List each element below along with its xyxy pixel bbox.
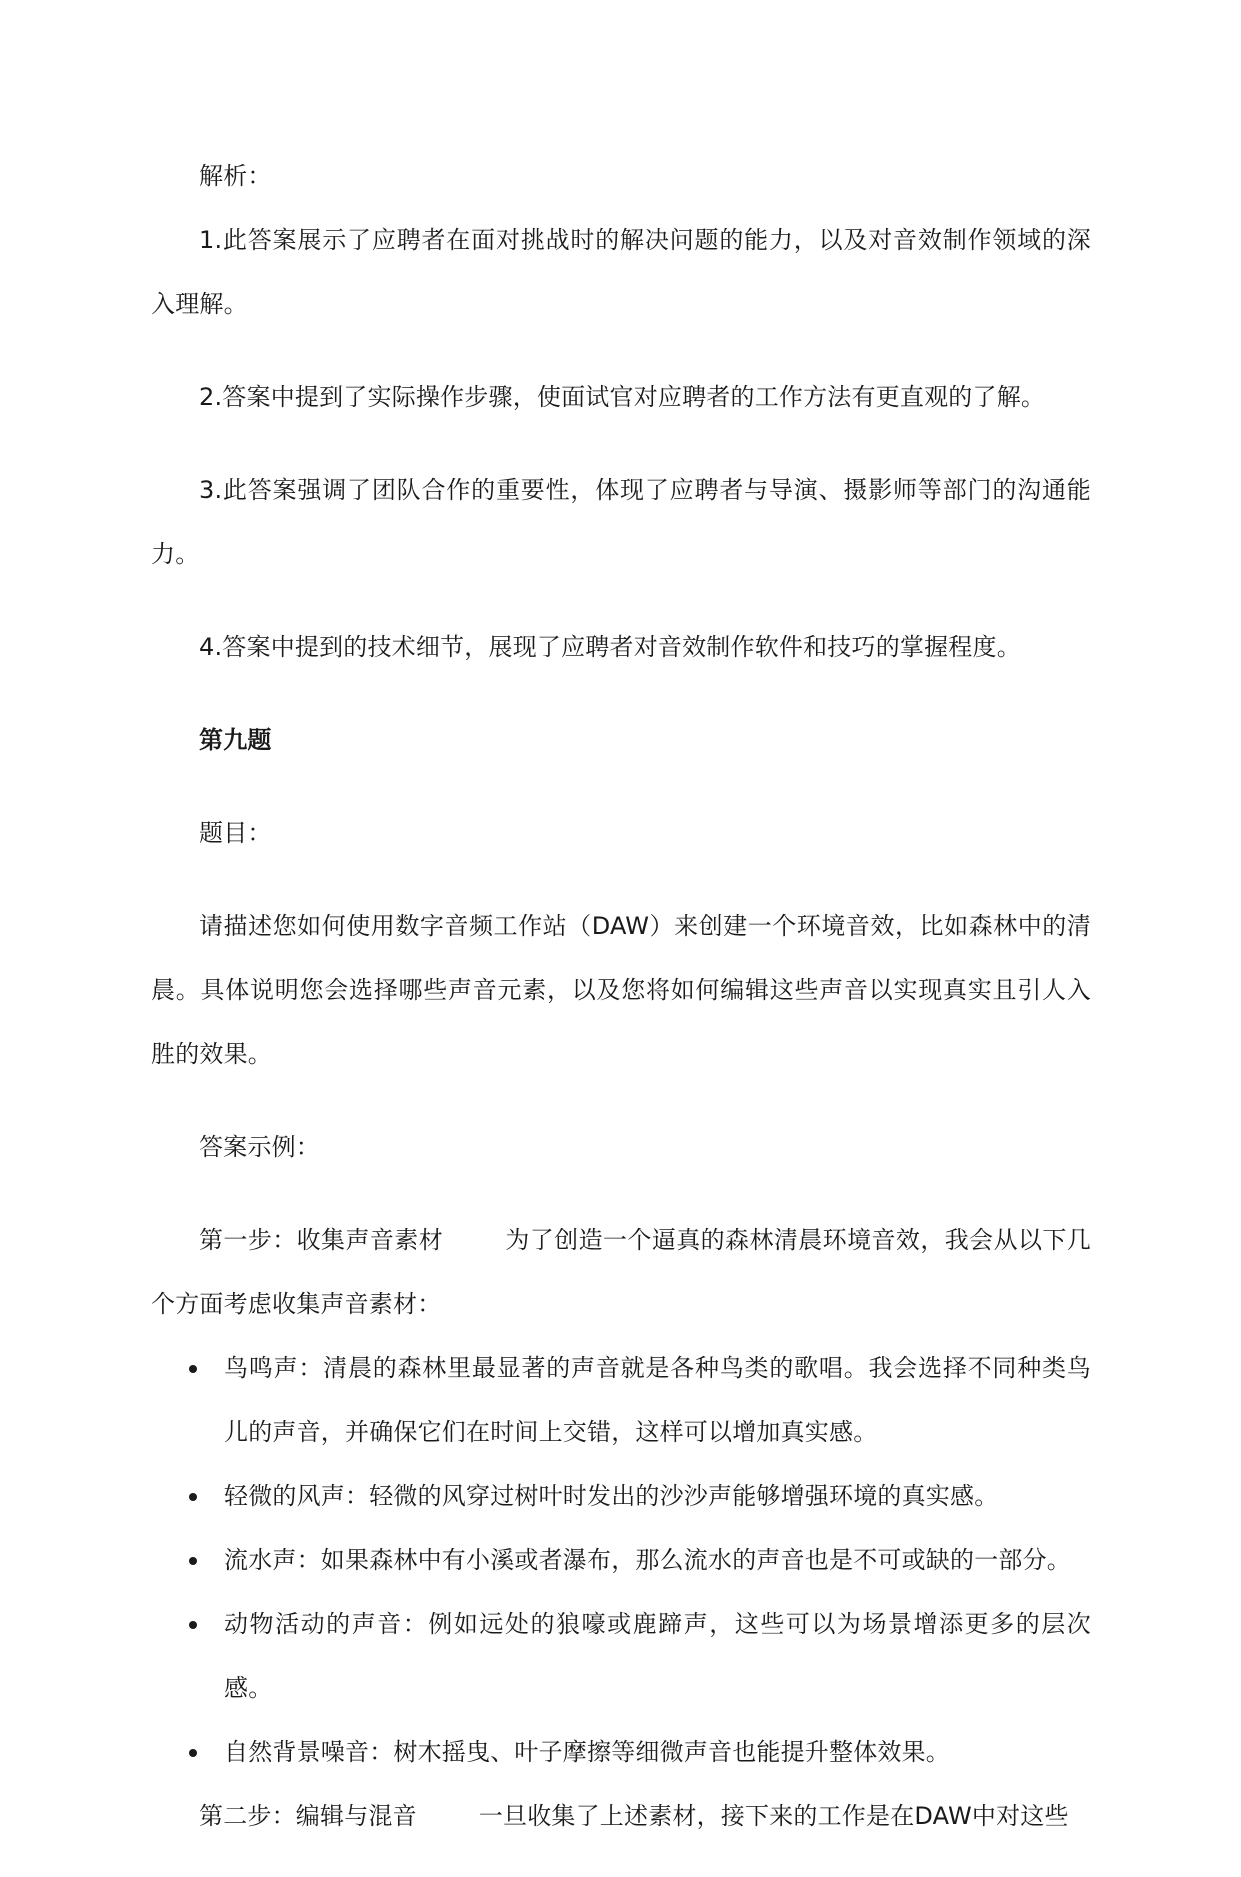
step-1-text: 为了创造一个逼真的森林清晨环境音效，我会从以下几个方面考虑收集声音素材： [151,1226,1091,1318]
question-label: 题目： [199,819,272,847]
analysis-point-1: 1.此答案展示了应聘者在面对挑战时的解决问题的能力，以及对音效制作领域的深入理解。 [151,226,1091,318]
step-2-text: 一旦收集了上述素材，接下来的工作是在DAW中对这些 [478,1802,1069,1830]
bullet-icon [189,1365,197,1373]
step-1-title: 第一步：收集声音素材 [199,1226,444,1254]
section-heading: 第九题 [199,726,272,754]
step-1-paragraph [151,1208,1091,1336]
analysis-point-4: 4.答案中提到的技术细节，展现了应聘者对音效制作软件和技巧的掌握程度。 [199,633,1021,661]
list-item [151,1464,1091,1528]
bullet-icon [189,1749,197,1757]
list-item-text: 鸟鸣声：清晨的森林里最显著的声音就是各种鸟类的歌唱。我会选择不同种类鸟儿的声音，并确保它们在时间上交错，这样可以增加真实感。 [224,1354,1091,1446]
list-item-text: 自然背景噪音：树木摇曳、叶子摩擦等细微声音也能提升整体效果。 [224,1738,950,1766]
document-body [151,144,1091,1877]
answer-label: 答案示例： [199,1133,320,1161]
list-item [151,1592,1091,1720]
list-item-text: 流水声：如果森林中有小溪或者瀑布，那么流水的声音也是不可或缺的一部分。 [224,1546,1071,1574]
list-item-text: 动物活动的声音：例如远处的狼嚎或鹿蹄声，这些可以为场景增添更多的层次感。 [224,1610,1091,1702]
analysis-label: 解析： [199,162,272,190]
step-2-title: 第二步：编辑与混音 [199,1802,417,1830]
list-item [151,1528,1091,1592]
question-text: 请描述您如何使用数字音频工作站（DAW）来创建一个环境音效，比如森林中的清晨。具体说明您会选择哪些声音元素，以及您将如何编辑这些声音以实现真实且引人入胜的效果。 [151,912,1091,1068]
bullet-icon [189,1493,197,1501]
bullet-icon [189,1557,197,1565]
sound-element-list [151,1336,1091,1784]
list-item [151,1336,1091,1464]
analysis-point-3: 3.此答案强调了团队合作的重要性，体现了应聘者与导演、摄影师等部门的沟通能力。 [151,476,1091,568]
step-2-paragraph [151,1784,1091,1848]
analysis-point-2: 2.答案中提到了实际操作步骤，使面试官对应聘者的工作方法有更直观的了解。 [199,383,1046,411]
list-item-text: 轻微的风声：轻微的风穿过树叶时发出的沙沙声能够增强环境的真实感。 [224,1482,999,1510]
bullet-icon [189,1621,197,1629]
list-item [151,1720,1091,1784]
